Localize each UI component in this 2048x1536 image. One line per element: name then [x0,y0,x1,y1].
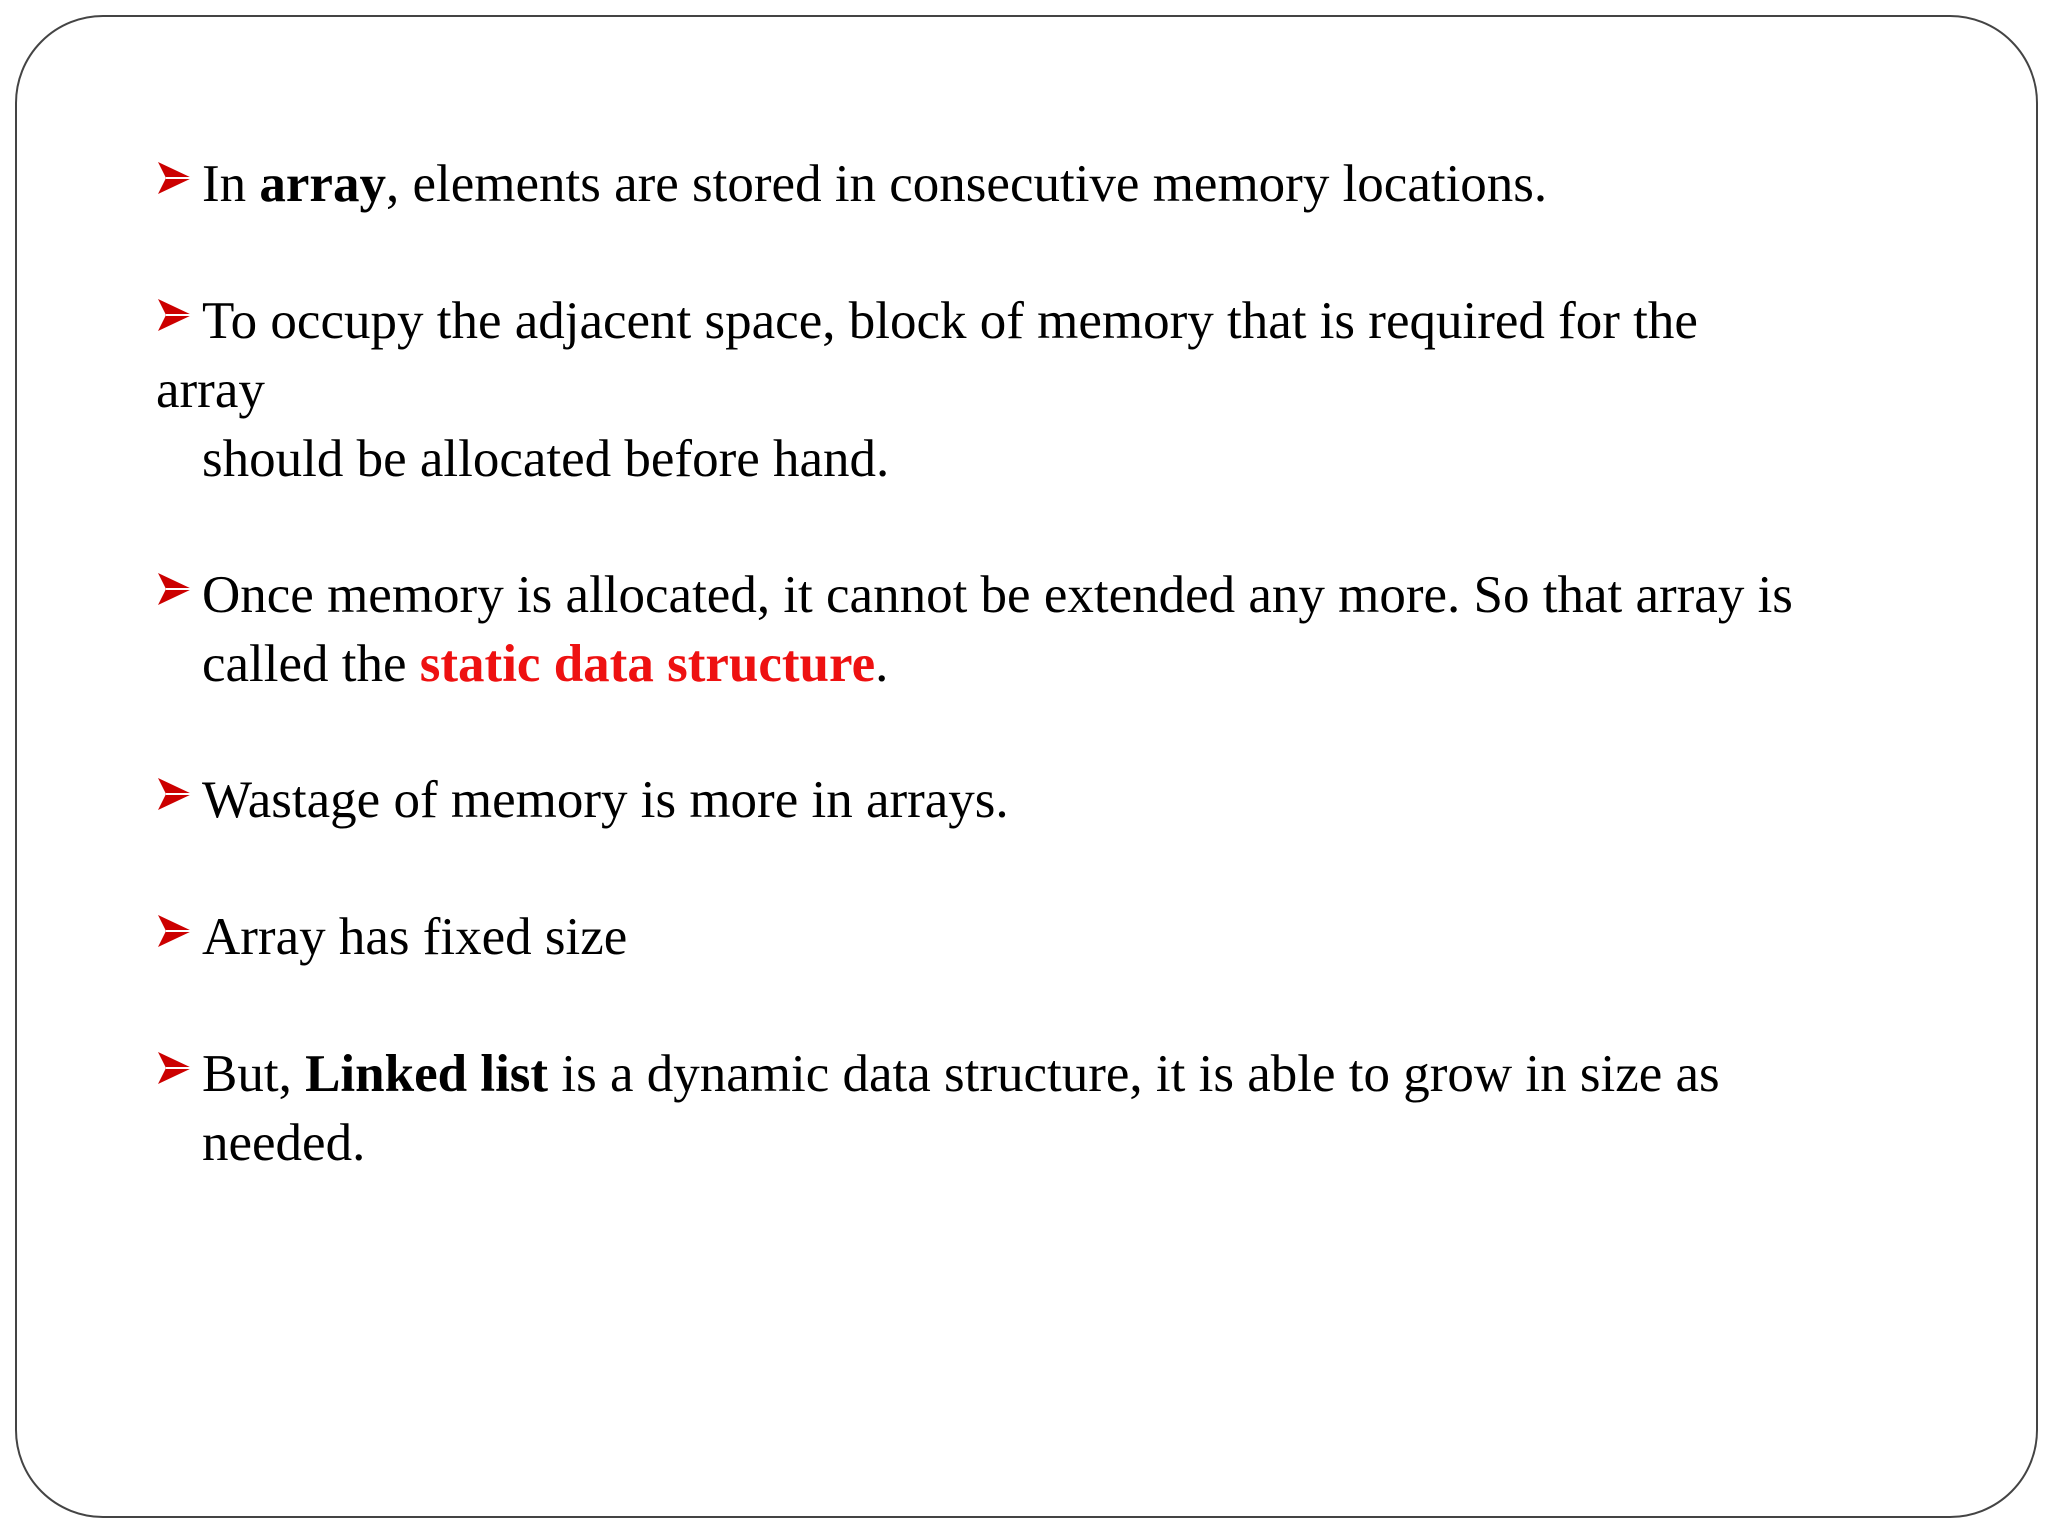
arrow-bullet-icon [156,297,194,333]
bullet-4-line-1: Wastage of memory is more in arrays. [202,771,1009,829]
arrow-bullet-icon [156,571,194,607]
bullet-item-4 [156,766,1009,835]
bullet-3-text-suffix: . [875,635,889,693]
bullet-2-line-1: To occupy the adjacent space, block of memory that is required for the [202,292,1698,350]
bullet-item-6 [156,1040,1720,1178]
bullet-item-1 [156,150,1547,219]
arrow-bullet-icon [156,1050,194,1086]
bullet-1-line-1 [202,150,1547,219]
bullet-6-line-2: needed. [202,1114,366,1172]
bullet-item-2 [156,287,1698,494]
bullet-6-line-1 [202,1040,1720,1109]
bullet-item-3 [156,561,1793,699]
bullet-6-text-suffix: is a dynamic data structure, it is able to grow in size as [548,1045,1720,1103]
bullet-item-5 [156,903,627,972]
bullet-1-bold-array: array [259,155,386,213]
bullet-3-line-1: Once memory is allocated, it cannot be extended any more. So that array is [202,566,1793,624]
bullet-1-text-suffix: , elements are stored in consecutive memory locations. [385,155,1548,213]
bullet-2-line-2: array [156,361,265,419]
bullet-6-text-prefix: But, [202,1045,306,1103]
bullet-3-text-prefix: called the [202,635,420,693]
bullet-1-text-prefix: In [202,155,260,213]
bullet-3-highlight-static-data-structure: static data structure [419,635,876,693]
arrow-bullet-icon [156,913,194,949]
arrow-bullet-icon [156,776,194,812]
bullet-5-line-1: Array has fixed size [202,908,628,966]
arrow-bullet-icon [156,160,194,196]
bullet-6-bold-linked-list: Linked list [305,1045,549,1103]
bullet-3-line-2 [202,630,1793,699]
bullet-2-line-3: should be allocated before hand. [202,430,890,488]
